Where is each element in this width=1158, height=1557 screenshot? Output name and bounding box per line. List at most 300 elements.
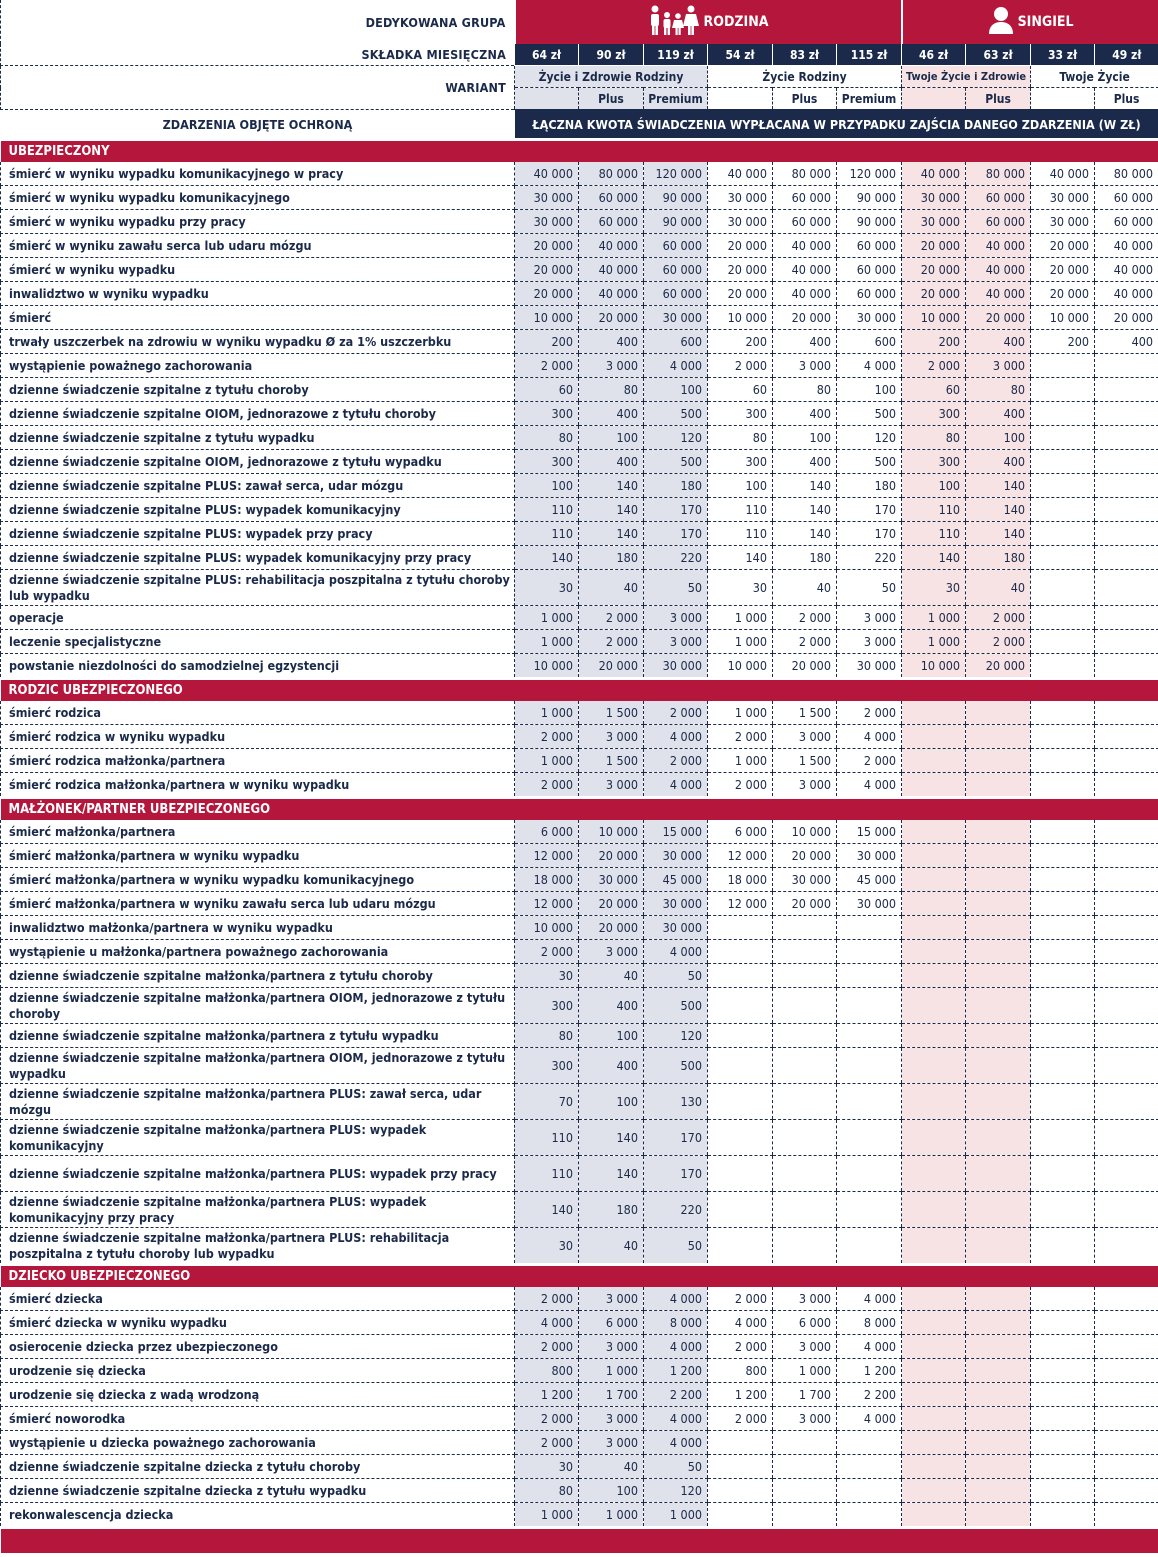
benefit-value [902,1479,966,1503]
table-row [1,1431,1158,1455]
benefit-value: 30 000 [515,210,579,234]
benefit-value [1095,522,1158,546]
benefit-value [902,844,966,868]
premium-cell: 49 zł [1095,44,1158,66]
benefit-value: 4 000 [515,1311,579,1335]
variant-name: Twoje Życie [1031,66,1158,88]
benefit-value [837,1120,902,1156]
benefit-value: 140 [579,1156,644,1192]
benefit-value: 6 000 [579,1311,644,1335]
benefit-value: 100 [579,1084,644,1120]
benefit-value [773,1479,837,1503]
benefit-value: 10 000 [579,820,644,844]
benefit-value: 2 200 [837,1383,902,1407]
benefit-value: 2 000 [708,354,773,378]
benefit-value: 2 000 [708,725,773,749]
benefit-value: 600 [644,330,708,354]
premium-cell: 64 zł [515,44,579,66]
benefit-value: 170 [644,1120,708,1156]
subvariant [515,88,579,110]
benefit-value: 2 000 [579,606,644,630]
benefit-value: 80 000 [966,162,1031,186]
table-row [1,773,1158,798]
benefit-value [966,1455,1031,1479]
benefit-value [773,916,837,940]
benefit-value: 400 [966,330,1031,354]
benefit-value: 30 000 [837,892,902,916]
benefit-value [1031,1156,1095,1192]
benefit-value: 4 000 [644,1431,708,1455]
benefit-value: 20 000 [1031,282,1095,306]
benefit-value [773,1455,837,1479]
benefit-value: 140 [902,546,966,570]
benefit-value [1095,773,1158,798]
event-label: dzienne świadczenie szpitalne małżonka/partnera PLUS: wypadek przy pracy [1,1156,515,1192]
event-label: dzienne świadczenie szpitalne dziecka z tytułu wypadku [1,1479,515,1503]
event-label: śmierć rodzica małżonka/partnera [1,749,515,773]
benefit-value: 1 000 [515,630,579,654]
table-row [1,1503,1158,1528]
table-row [1,1228,1158,1265]
event-label: leczenie specjalistyczne [1,630,515,654]
group-label: DEDYKOWANA GRUPA [1,0,515,44]
benefit-value [1095,1407,1158,1431]
benefit-value: 3 000 [579,1335,644,1359]
benefit-value [837,1455,902,1479]
benefit-value [837,1479,902,1503]
benefit-value: 100 [579,426,644,450]
benefit-value [966,1120,1031,1156]
benefit-value [1095,606,1158,630]
benefit-value [902,1383,966,1407]
benefit-value: 2 000 [515,1335,579,1359]
benefit-value [1095,1383,1158,1407]
benefit-value: 400 [773,402,837,426]
benefit-value: 30 [515,570,579,606]
benefit-value: 2 000 [708,773,773,798]
event-label: dzienne świadczenie szpitalne PLUS: wypadek komunikacyjny przy pracy [1,546,515,570]
benefit-value: 1 700 [579,1383,644,1407]
benefit-value [1031,426,1095,450]
benefit-value: 4 000 [708,1311,773,1335]
benefit-value [1031,1335,1095,1359]
table-row [1,162,1158,186]
benefit-value [1095,940,1158,964]
variant-name: Życie i Zdrowie Rodziny [515,66,708,88]
benefit-value [1095,1503,1158,1528]
benefit-value: 10 000 [515,916,579,940]
table-row [1,964,1158,988]
benefit-value: 6 000 [773,1311,837,1335]
benefit-value: 180 [644,474,708,498]
event-label: operacje [1,606,515,630]
benefit-value [1095,868,1158,892]
benefit-value [1095,450,1158,474]
benefit-value: 60 000 [1095,210,1158,234]
benefit-value [773,1192,837,1228]
benefit-value: 4 000 [644,1335,708,1359]
benefit-value [966,1311,1031,1335]
group-family [515,0,902,44]
benefit-value [966,1084,1031,1120]
benefit-value: 400 [579,988,644,1024]
benefit-value: 1 000 [515,701,579,725]
benefit-value: 20 000 [515,258,579,282]
table-row [1,1335,1158,1359]
benefit-value [966,988,1031,1024]
event-label: wystąpienie poważnego zachorowania [1,354,515,378]
benefit-value: 8 000 [837,1311,902,1335]
benefit-value: 6 000 [515,820,579,844]
benefit-value: 1 000 [644,1503,708,1528]
benefit-value [966,1287,1031,1311]
benefit-value [1031,916,1095,940]
benefit-value: 60 000 [644,234,708,258]
event-label: śmierć rodzica [1,701,515,725]
section-header [1,679,1158,702]
benefit-value: 60 000 [966,210,1031,234]
event-label: osierocenie dziecka przez ubezpieczonego [1,1335,515,1359]
benefit-value: 30 000 [837,654,902,679]
benefit-value: 3 000 [644,606,708,630]
benefit-value [1031,1024,1095,1048]
premium-cell: 33 zł [1031,44,1095,66]
benefit-value: 100 [837,378,902,402]
benefit-value: 20 000 [579,654,644,679]
benefit-value: 100 [773,426,837,450]
event-label: dzienne świadczenie szpitalne PLUS: zawał serca, udar mózgu [1,474,515,498]
section-header [1,1265,1158,1288]
benefit-value: 140 [515,1192,579,1228]
benefit-value: 3 000 [837,630,902,654]
benefit-value [1031,725,1095,749]
benefit-value: 20 000 [1095,306,1158,330]
benefit-value: 2 000 [515,354,579,378]
benefit-value: 300 [515,1048,579,1084]
benefit-value [708,1228,773,1265]
benefit-value: 20 000 [902,282,966,306]
benefit-value: 4 000 [837,1407,902,1431]
table-row [1,892,1158,916]
benefit-value: 18 000 [708,868,773,892]
benefit-value: 800 [708,1359,773,1383]
benefit-value: 40 000 [773,234,837,258]
benefit-value [1095,1287,1158,1311]
premium-cell: 90 zł [579,44,644,66]
benefit-value: 3 000 [773,1335,837,1359]
benefit-value: 2 000 [773,606,837,630]
benefit-value [773,1156,837,1192]
benefit-value: 100 [644,378,708,402]
benefit-value: 20 000 [579,306,644,330]
benefit-value: 4 000 [644,940,708,964]
benefit-value [1095,1084,1158,1120]
benefit-value [902,1407,966,1431]
benefit-value: 60 000 [644,282,708,306]
benefit-value: 40 000 [966,282,1031,306]
event-label: dzienne świadczenie szpitalne małżonka/partnera PLUS: wypadek komunikacyjny przy pracy [1,1192,515,1228]
benefit-value: 3 000 [579,1287,644,1311]
benefit-value [1031,1287,1095,1311]
benefit-value [837,940,902,964]
benefit-value: 1 000 [579,1359,644,1383]
benefit-value: 500 [837,450,902,474]
benefit-value: 1 000 [515,749,579,773]
benefit-value [902,1431,966,1455]
benefit-value: 70 [515,1084,579,1120]
benefit-value: 30 [515,1455,579,1479]
benefit-value [966,844,1031,868]
benefit-value: 220 [644,1192,708,1228]
event-label: śmierć dziecka w wyniku wypadku [1,1311,515,1335]
benefit-value [1031,546,1095,570]
benefit-value: 1 000 [515,606,579,630]
benefit-value: 20 000 [773,844,837,868]
benefit-value [902,868,966,892]
benefit-value [1095,701,1158,725]
table-row [1,426,1158,450]
benefit-value: 12 000 [515,892,579,916]
benefit-value: 140 [579,498,644,522]
table-row [1,749,1158,773]
benefit-value: 80 [515,1479,579,1503]
event-label: dzienne świadczenie szpitalne małżonka/partnera OIOM, jednorazowe z tytułu choroby [1,988,515,1024]
benefit-value: 1 000 [773,1359,837,1383]
event-label: powstanie niezdolności do samodzielnej egzystencji [1,654,515,679]
benefit-value: 180 [966,546,1031,570]
section-title: DZIECKO UBEZPIECZONEGO [1,1265,1158,1288]
benefit-value [1095,1156,1158,1192]
benefit-value [1095,916,1158,940]
benefit-value [773,1431,837,1455]
table-row [1,186,1158,210]
benefit-value [1031,354,1095,378]
benefit-value: 120 [837,426,902,450]
benefit-value [966,1048,1031,1084]
benefit-value: 3 000 [644,630,708,654]
benefit-value: 60 [902,378,966,402]
benefit-value: 3 000 [837,606,902,630]
benefit-value [1095,1024,1158,1048]
table-row [1,522,1158,546]
event-label: dzienne świadczenie szpitalne z tytułu choroby [1,378,515,402]
benefit-value: 220 [644,546,708,570]
benefit-value: 170 [837,498,902,522]
benefit-value: 200 [1031,330,1095,354]
event-label: śmierć małżonka/partnera w wyniku wypadku komunikacyjnego [1,868,515,892]
benefit-value [902,1335,966,1359]
benefit-value: 100 [708,474,773,498]
section-title: MAŁŻONEK/PARTNER UBEZPIECZONEGO [1,798,1158,821]
benefit-value: 30 000 [837,306,902,330]
benefit-value: 10 000 [708,654,773,679]
benefit-value: 140 [579,474,644,498]
benefit-value [966,820,1031,844]
benefit-value: 30 000 [708,186,773,210]
benefit-value: 30 [708,570,773,606]
group-header-row [1,0,1158,44]
benefit-value: 200 [902,330,966,354]
event-label: inwalidztwo małżonka/partnera w wyniku wypadku [1,916,515,940]
benefit-value [1031,1479,1095,1503]
benefit-value [902,773,966,798]
benefit-value: 120 [644,1479,708,1503]
benefit-value [837,1503,902,1528]
benefit-value: 40 000 [966,234,1031,258]
benefit-value [708,916,773,940]
table-row [1,820,1158,844]
table-row [1,570,1158,606]
benefit-value: 1 000 [902,630,966,654]
benefit-value: 400 [579,402,644,426]
benefit-value [1095,474,1158,498]
benefit-value [902,1359,966,1383]
benefit-value [708,1455,773,1479]
benefit-value: 140 [773,498,837,522]
event-label: inwalidztwo w wyniku wypadku [1,282,515,306]
benefit-value: 60 000 [1095,186,1158,210]
benefit-value: 45 000 [644,868,708,892]
benefit-value: 110 [515,522,579,546]
benefit-value [1095,1048,1158,1084]
event-label: wystąpienie u dziecka poważnego zachorowania [1,1431,515,1455]
benefit-value [1095,1228,1158,1265]
benefit-value [902,725,966,749]
benefit-value: 50 [644,964,708,988]
event-label: śmierć w wyniku wypadku komunikacyjnego [1,186,515,210]
benefit-value: 30 000 [902,186,966,210]
benefit-value: 30 000 [837,844,902,868]
benefit-value: 400 [579,450,644,474]
benefit-value: 60 000 [837,282,902,306]
benefit-value: 2 000 [837,749,902,773]
benefit-value: 80 [773,378,837,402]
benefit-value [1031,1192,1095,1228]
benefit-value: 30 000 [1031,210,1095,234]
benefit-value: 30 000 [1031,186,1095,210]
benefit-value [1095,354,1158,378]
benefit-value: 2 000 [515,725,579,749]
benefit-value [966,1192,1031,1228]
benefit-value: 50 [644,1455,708,1479]
table-row [1,498,1158,522]
benefit-value: 20 000 [708,258,773,282]
benefit-value: 30 000 [644,916,708,940]
benefit-value [837,1024,902,1048]
benefit-value: 100 [579,1024,644,1048]
benefit-value [1031,892,1095,916]
benefit-value: 100 [515,474,579,498]
benefit-value: 60 000 [773,186,837,210]
benefit-value [708,988,773,1024]
benefit-value: 120 000 [644,162,708,186]
benefit-value: 40 [579,1455,644,1479]
benefit-value: 2 000 [708,1335,773,1359]
benefit-value [1031,654,1095,679]
table-row [1,1024,1158,1048]
benefit-value [902,1024,966,1048]
benefit-value: 8 000 [644,1311,708,1335]
benefit-value [966,1407,1031,1431]
benefit-value: 180 [773,546,837,570]
benefit-value [1095,1359,1158,1383]
benefit-value [1095,1479,1158,1503]
family-icon [648,5,700,39]
subvariant [902,88,966,110]
benefit-value: 130 [644,1084,708,1120]
benefit-value: 90 000 [644,186,708,210]
benefit-value [902,701,966,725]
event-label: rekonwalescencja dziecka [1,1503,515,1528]
benefit-value [837,964,902,988]
benefit-value: 600 [837,330,902,354]
benefit-value [708,1024,773,1048]
benefit-value: 400 [1095,330,1158,354]
event-label: dzienne świadczenie szpitalne małżonka/partnera OIOM, jednorazowe z tytułu wypadku [1,1048,515,1084]
benefit-value [708,1156,773,1192]
benefit-value [1031,606,1095,630]
benefit-value [966,725,1031,749]
benefit-value: 4 000 [644,1407,708,1431]
benefit-value: 10 000 [773,820,837,844]
benefit-value: 40 000 [579,282,644,306]
benefit-value: 300 [515,402,579,426]
benefit-value [902,1455,966,1479]
benefit-value: 3 000 [579,354,644,378]
event-label: śmierć w wyniku wypadku [1,258,515,282]
premium-cell: 115 zł [837,44,902,66]
benefit-value [773,1084,837,1120]
event-label: trwały uszczerbek na zdrowiu w wyniku wypadku Ø za 1% uszczerbku [1,330,515,354]
benefit-value: 3 000 [773,354,837,378]
benefit-value: 60 [515,378,579,402]
benefit-value [902,1192,966,1228]
variant-name: Twoje Życie i Zdrowie [902,66,1031,88]
benefit-value: 80 [515,426,579,450]
variant-label: WARIANT [1,66,515,110]
subvariant: Plus [966,88,1031,110]
benefit-value: 30 000 [902,210,966,234]
benefit-value: 170 [644,1156,708,1192]
benefit-value [1031,630,1095,654]
benefit-value [902,1503,966,1528]
benefit-value [966,1156,1031,1192]
event-label: dzienne świadczenie szpitalne małżonka/partnera PLUS: rehabilitacja poszpitalna z tytułu choroby lub wypadku [1,1228,515,1265]
benefit-value: 2 000 [579,630,644,654]
benefit-value: 20 000 [773,306,837,330]
benefit-value: 12 000 [708,892,773,916]
benefit-value [773,988,837,1024]
benefit-value: 300 [708,450,773,474]
table-row [1,725,1158,749]
benefit-value: 110 [708,522,773,546]
benefit-value: 2 000 [966,630,1031,654]
table-row [1,1192,1158,1228]
benefit-value [1031,522,1095,546]
benefit-value: 30 [515,1228,579,1265]
benefit-value: 90 000 [837,210,902,234]
table-row [1,940,1158,964]
benefit-value: 100 [966,426,1031,450]
benefit-value [1095,820,1158,844]
benefit-value [708,1048,773,1084]
benefit-value: 1 200 [708,1383,773,1407]
benefit-value: 90 000 [644,210,708,234]
benefit-value [966,1383,1031,1407]
benefit-value [1031,988,1095,1024]
benefit-value: 60 000 [579,186,644,210]
benefit-value: 60 000 [579,210,644,234]
